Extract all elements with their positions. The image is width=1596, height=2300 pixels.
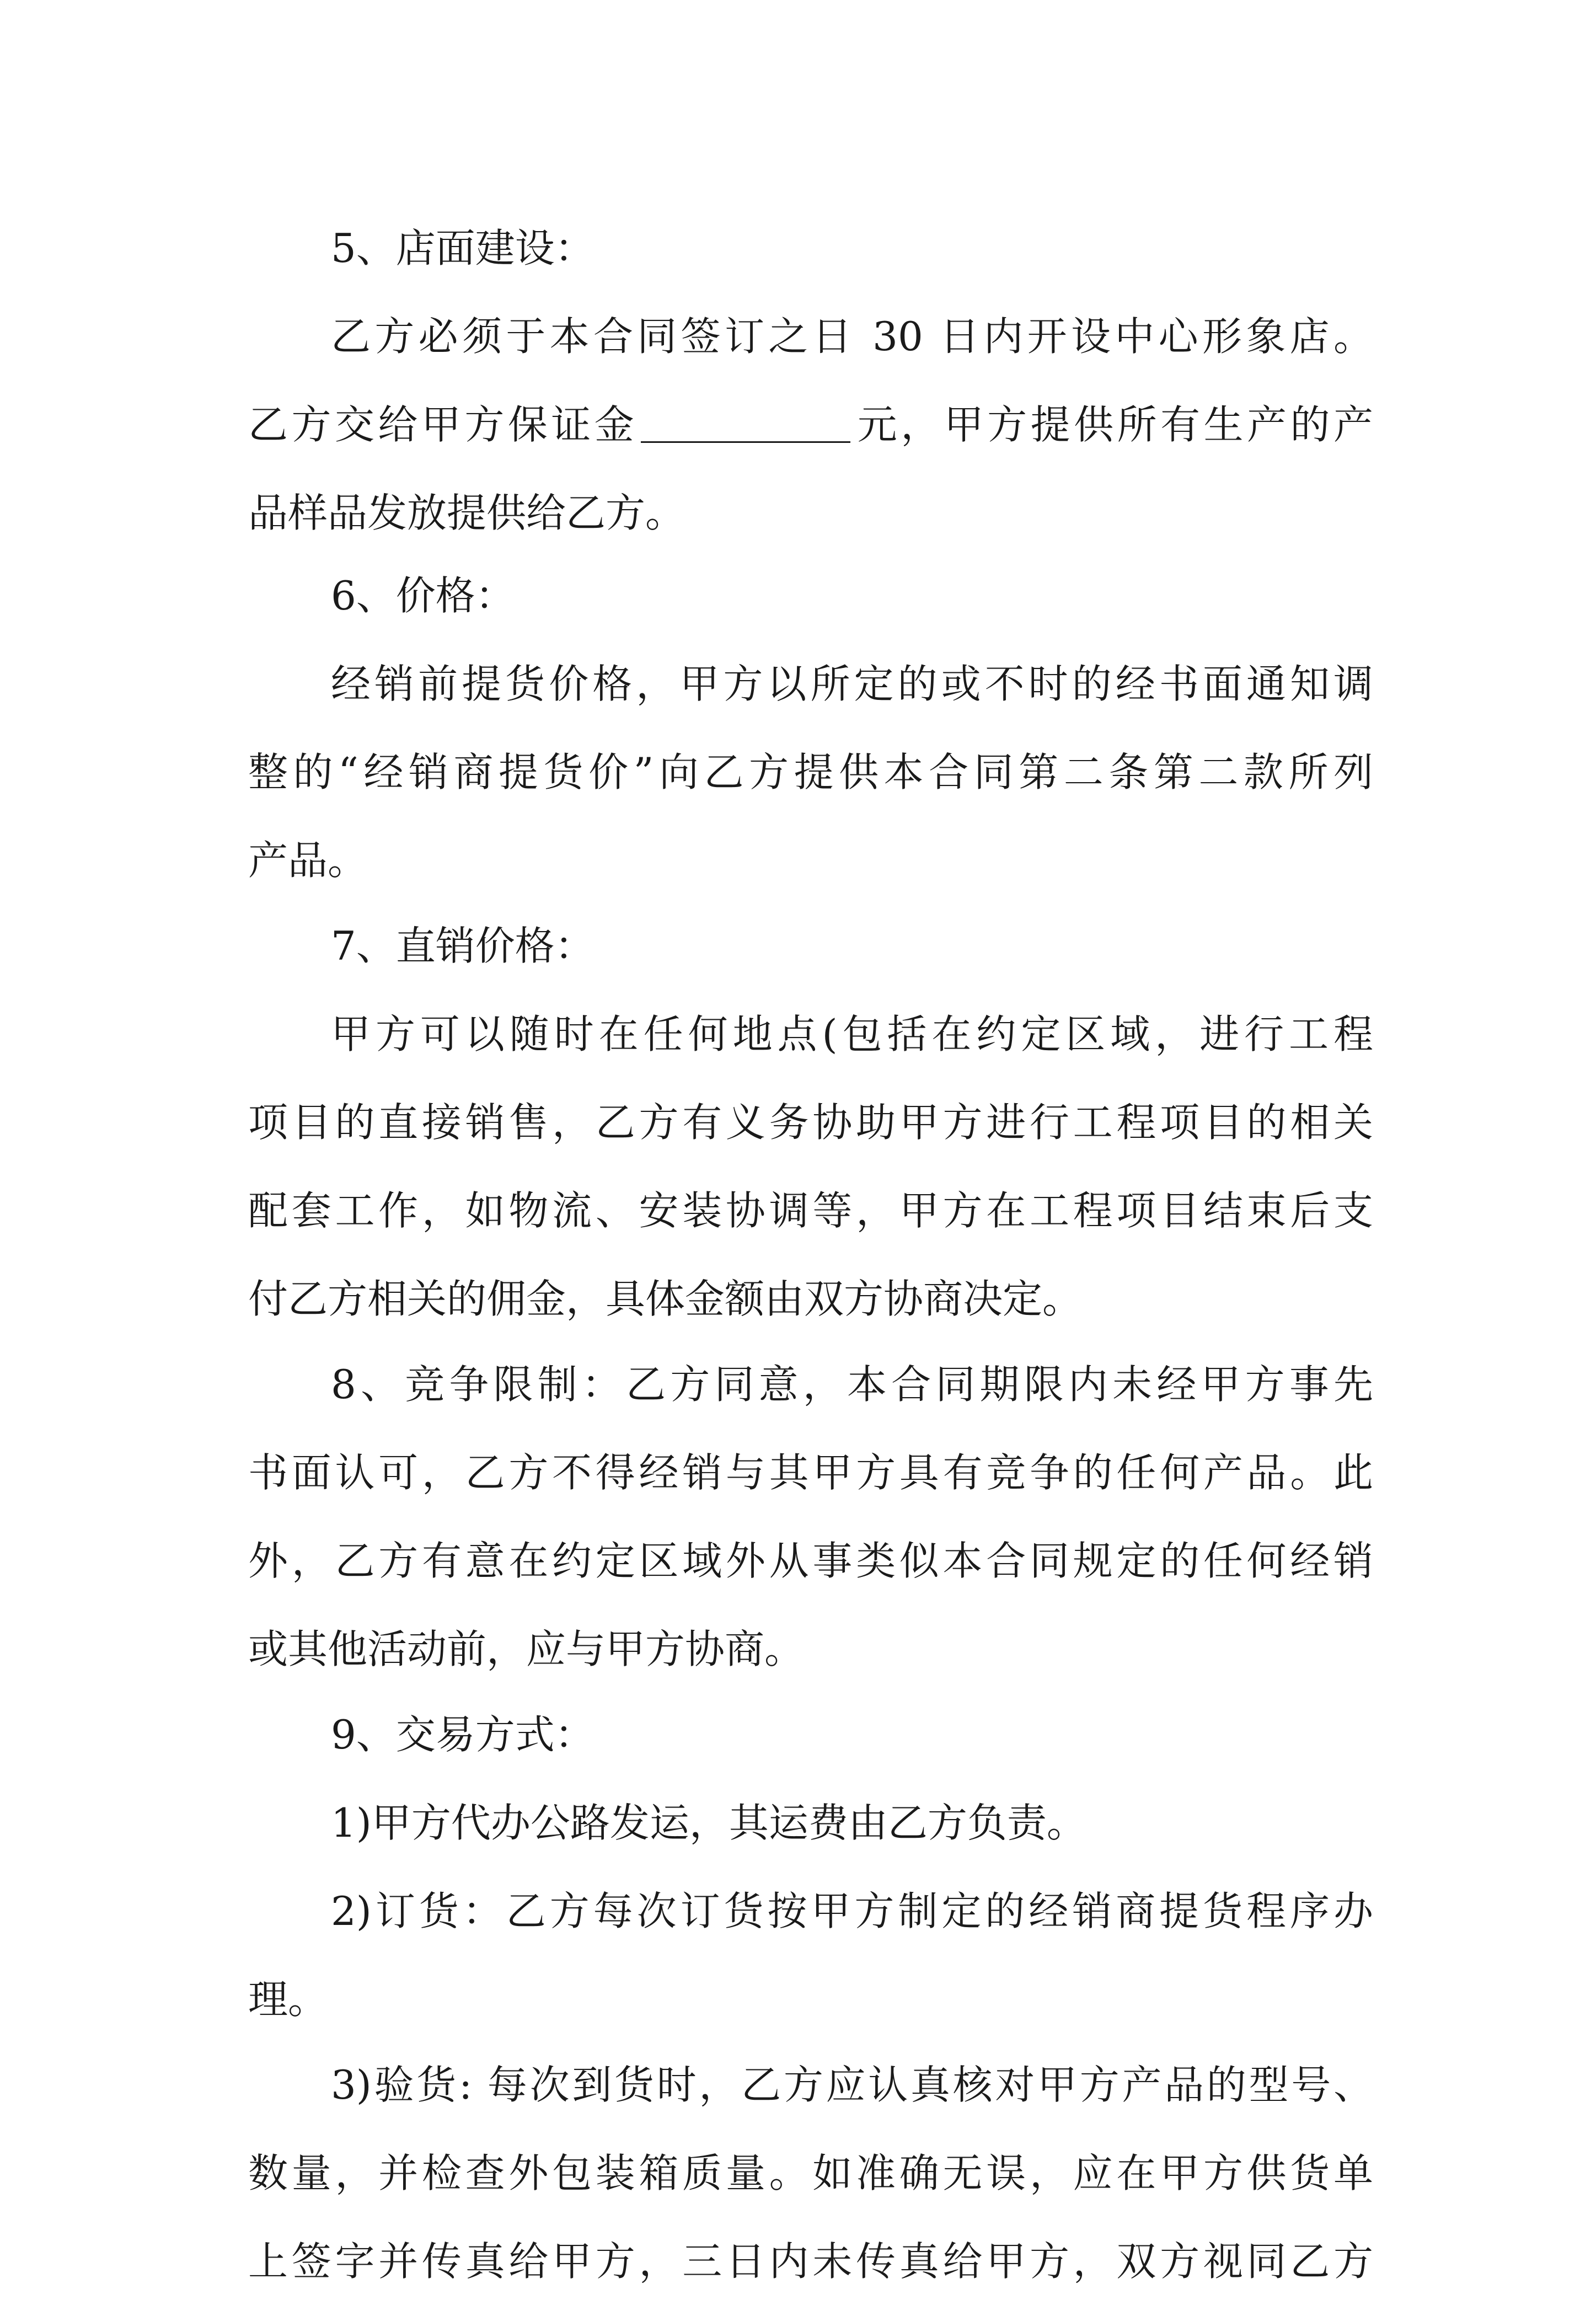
section-7-line-4: 付乙方相关的佣金，具体金额由双方协商决定。 <box>248 1276 1083 1322</box>
section-7-line-3: 配套工作，如物流、安装协调等，甲方在工程项目结束后支 <box>248 1188 1373 1234</box>
deposit-suffix: 元，甲方提供所有生产的产 <box>854 402 1373 448</box>
deposit-amount-blank <box>641 439 850 443</box>
section-9-item-2-line-1: 2)订货：乙方每次订货按甲方制定的经销商提货程序办 <box>331 1888 1373 1934</box>
section-9-item-3-line-3: 上签字并传真给甲方，三日内未传真给甲方，双方视同乙方 <box>248 2238 1373 2285</box>
section-6-line-2: 整的“经销商提货价”向乙方提供本合同第二条第二款所列 <box>248 749 1373 795</box>
section-9-item-2-line-2: 理。 <box>248 1976 328 2023</box>
section-7-line-2: 项目的直接销售，乙方有义务协助甲方进行工程项目的相关 <box>248 1099 1373 1146</box>
section-7-line-1: 甲方可以随时在任何地点(包括在约定区域，进行工程 <box>331 1011 1373 1057</box>
section-7-heading: 7、直销价格： <box>331 923 595 969</box>
section-9-heading: 9、交易方式： <box>331 1711 595 1758</box>
section-8-line-1: 8、竞争限制：乙方同意，本合同期限内未经甲方事先 <box>331 1361 1373 1408</box>
section-8-line-3: 外，乙方有意在约定区域外从事类似本合同规定的任何经销 <box>248 1538 1373 1584</box>
section-9-item-1-line-1: 1)甲方代办公路发运，其运费由乙方负责。 <box>331 1800 1086 1846</box>
section-6-line-3: 产品。 <box>248 837 368 884</box>
section-6-line-1: 经销前提货价格，甲方以所定的或不时的经书面通知调 <box>331 661 1373 707</box>
section-5-line-1: 乙方必须于本合同签订之日 30 日内开设中心形象店。 <box>331 313 1373 360</box>
section-5-line-3: 品样品发放提供给乙方。 <box>248 490 685 536</box>
section-9-item-3-line-1: 3)验货: 每次到货时，乙方应认真核对甲方产品的型号、 <box>331 2062 1373 2108</box>
section-8-line-4: 或其他活动前，应与甲方协商。 <box>248 1626 805 1672</box>
section-6-heading: 6、价格： <box>331 573 515 619</box>
section-5-heading: 5、店面建设： <box>331 225 595 271</box>
section-9-item-3-line-2: 数量，并检查外包装箱质量。如准确无误，应在甲方供货单 <box>248 2150 1373 2196</box>
section-5-line-2 <box>248 386 1373 463</box>
deposit-label: 乙方交给甲方保证金 <box>248 402 638 448</box>
section-8-line-2: 书面认可，乙方不得经销与其甲方具有竞争的任何产品。此 <box>248 1449 1373 1496</box>
